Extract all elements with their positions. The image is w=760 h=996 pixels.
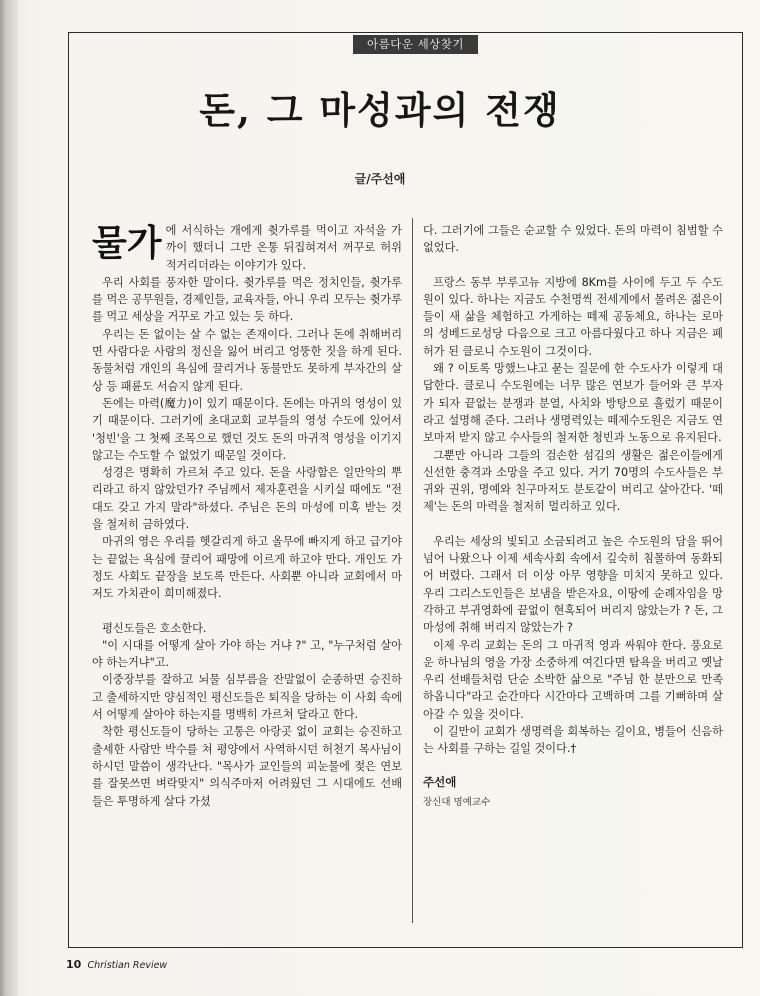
paragraph: "이 시대를 어떻게 살아 가야 하는 거냐 ?" 고, "누구처럼 살아야 하는거냐"고. [92,638,402,670]
magazine-name: Christian Review [87,960,168,971]
paragraph: 그뿐만 아니라 그들의 검손한 섬김의 생활은 젊은이들에게 신선한 충격과 소망을 주고 있다. 거기 70명의 수도사들은 부귀와 권위, 명예와 친구마저도 분토같이 버리고 살아간다. '떼제'는 돈의 마력을 철저히 멀리하고 있다. [423,448,723,514]
opening-paragraph [92,222,402,274]
paragraph: 우리 사회를 풍자한 말이다. 췻가루를 먹은 정치인들, 췻가루를 먹은 공무원들, 경제인들, 교육자들, 아니 우리 모두는 췻가루를 먹고 세상을 거꾸로 가고 있는 듯 하다. [92,275,402,324]
paragraph: 이 길만이 교회가 생명력을 회복하는 길이요, 병들어 신음하는 사회를 구하는 길일 것이다.† [423,725,723,756]
paragraph: 성경은 명확히 가르쳐 주고 있다. 돈을 사랑함은 일만악의 뿌리라고 하지 않았던가? 주님께서 제자훈련을 시키실 때에도 "전대도 갖고 가지 말라"하셨다. 주님은 돈의 마성에 미혹 받는 것을 철저히 금하였다. [92,466,402,532]
author-name: 주선애 [423,774,457,789]
byline: 글/주선애 [354,172,406,186]
paragraph: 프랑스 동부 부루고뉴 지방에 8Km를 사이에 두고 두 수도원이 있다. 하나는 지금도 수천명씩 전세계에서 몰려온 젊은이들이 새 삶을 체험하고 가게하는 떼제 공동체요, 하나는 로마의 성베드로성당 다음으로 크고 아름다웠다고 하나 지금은 폐허가 된 클로니 수도원이 그것이다. [423,275,723,358]
paragraph: 돈에는 마력(魔力)이 있기 때문이다. 돈에는 마귀의 영성이 있기 때문이다. 그러기에 초대교회 교부들의 영성 수도에 있어서 '청빈'을 그 첫째 조목으로 했던 것도 돈의 마귀적 영성을 이기지 않고는 수도할 수 없었기 때문일 것이다. [92,396,402,462]
paragraph: 우리는 세상의 빛되고 소금되려고 높은 수도원의 담을 뛰어넘어 나왔으나 이제 세속사회 속에서 깊숙히 침몰하여 동화되어 버렸다. 그래서 더 이상 아무 영향을 미치지 못하고 있다. 우리 그리스도인들은 보냄을 받은자요, 이땅에 순례자임을 망각하고 부귀영화에 끝없이 현혹되어 버리지 않았는가 ? 돈, 그 마성에 취해 버리지 않았는가 ? [423,534,723,635]
paragraph: 평신도들은 호소한다. [102,621,207,635]
right-column [423,222,723,811]
page-binding-shadow [0,0,18,996]
opening-text: 에 서식하는 개에게 췻가루를 먹이고 자석을 가까이 했더니 그만 온통 뒤집혀져서 꺼꾸로 허위적거리더라는 이야기가 있다. [165,224,402,272]
page-number: 10 [66,958,82,971]
page-footer [66,958,167,971]
left-column [92,222,402,810]
paragraph: 이중장부를 잘하고 뇌물 심부름을 잔말없이 순종하면 승진하고 출세하지만 양심적인 평신도들은 퇴직을 당하는 이 사회 속에서 어떻게 살아야 하는지를 명백히 가르쳐 달라고 한다. [92,673,402,722]
paragraph: 이제 우리 교회는 돈의 그 마귀적 영과 싸워야 한다. 풍요로운 하나님의 영을 가장 소중하게 여긴다면 탐욕을 버리고 옛날 우리 선배들처럼 단순 소박한 삶으로 "주님 한 분만으로 만족하옵니다"라고 순간마다 시간마다 고백하며 그를 기뻐하며 살아갈 수 있을 것이다. [423,638,723,721]
column-divider [412,218,413,923]
paragraph: 마귀의 영은 우리를 헷갈리게 하고 올무에 빠지게 하고 급기야는 끝없는 욕심에 끌리어 패망에 이르게 하고야 만다. 개인도 가정도 사회도 끝장을 보도록 만든다. 사회뿐 아니라 교회에서 마저도 가치관이 희미해졌다. [92,535,402,601]
section-tag: 아름다운 세상찾기 [353,35,478,54]
paragraph: 다. 그러기에 그들은 순교할 수 있었다. 돈의 마력이 침범할 수 없었다. [423,224,723,255]
paragraph: 왜 ? 이토록 망했느냐고 묻는 질문에 한 수도사가 이렇게 대답한다. 클로니 수도원에는 너무 많은 연보가 들어와 큰 부자가 되자 끝없는 분쟁과 분열, 사치와 방탕으로 흘렀기 때문이라고 설명해 준다. 그러나 생명력있는 떼제수도원은 지금도 연보마저 받지 않고 수사들의 철저한 청빈과 노동으로 유지된다. [423,362,723,445]
article-title: 돈, 그 마성과의 전쟁 [199,88,561,132]
dropcap: 물가 [92,222,162,264]
paragraph: 우리는 돈 없이는 살 수 없는 존재이다. 그러나 돈에 취해버리면 사람다운 사람의 정신을 잃어 버리고 엉뚱한 짓을 하게 된다. 동물처럼 개인의 욕심에 끌리거나 동물만도 못하게 부자간의 살상 등 패륜도 서슴지 않게 된다. [92,327,402,393]
author-block [423,774,723,812]
paragraph: 착한 평신도들이 당하는 고통은 아랑곳 없이 교회는 승진하고 출세한 사람만 박수를 쳐 평양에서 사역하시던 허천기 목사님이 하시던 말씀이 생각난다. "목사가 교인들의 피눈물에 젖은 연보를 잘못쓰면 벼락맞지" 의식주마저 어려웠던 그 시대에도 선배들은 투명하게 살다 가셨 [92,725,402,808]
author-title: 장신대 명예교수 [423,796,491,808]
